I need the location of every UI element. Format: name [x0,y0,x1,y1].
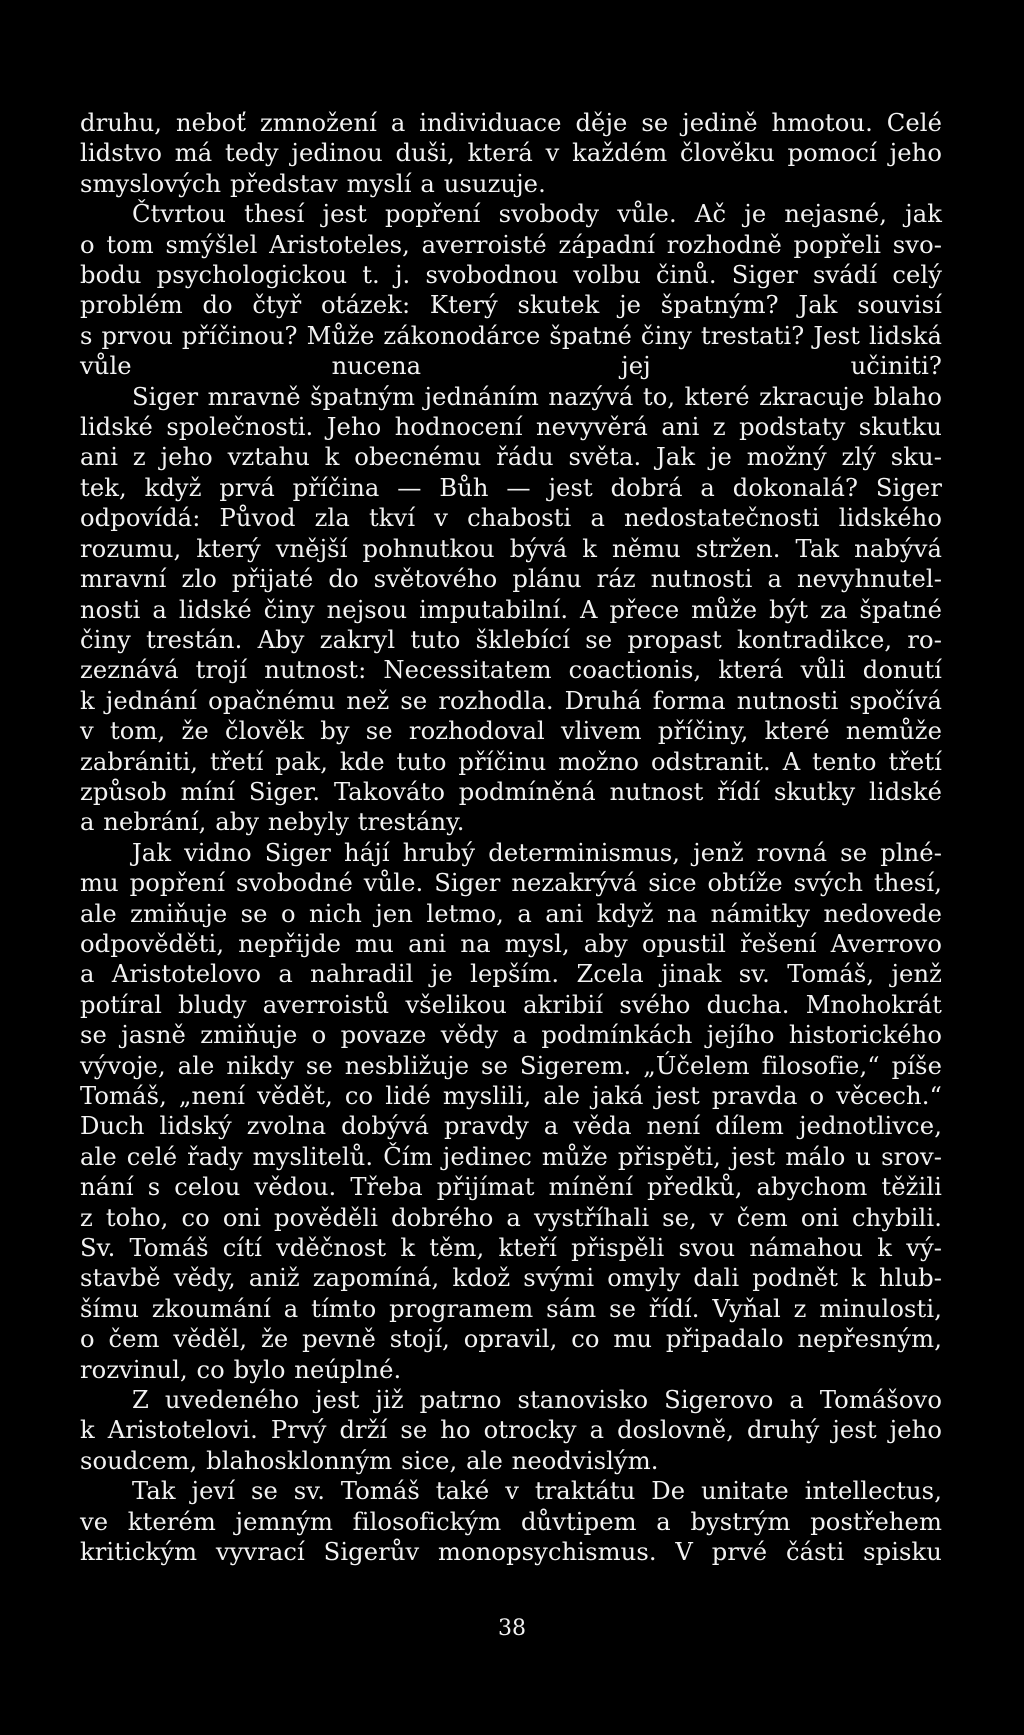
text-line: rozumu, který vnější pohnutkou bývá k němu stržen. Tak nabývá [80,534,942,563]
paragraph [80,838,942,1385]
text-line: ale celé řady myslitelů. Čím jedinec může přispěti, jest málo u srov- [80,1142,942,1171]
text-line: o čem věděl, že pevně stojí, opravil, co mu připadalo nepřesným, [80,1325,942,1354]
text-line: Sv. Tomáš cítí vděčnost k těm, kteří přispěli svou námahou k vý- [80,1234,942,1263]
text-line: činy trestán. Aby zakryl tuto šklebící se propast kontradikce, ro- [80,625,942,654]
text-line: šímu zkoumání a tímto programem sám se řídí. Vyňal z minulosti, [80,1294,942,1323]
text-line: mravní zlo přijaté do světového plánu ráz nutnosti a nevyhnutel- [80,565,942,594]
text-line: se jasně zmiňuje o povaze vědy a podmínkách jejího historického [80,1021,942,1050]
text-line: Čtvrtou thesí jest popření svobody vůle. Ač je nejasné, jak [132,200,942,229]
text-line: potíral bludy averroistů všelikou akribií svého ducha. Mnohokrát [80,990,942,1019]
text-line: lidstvo má tedy jedinou duši, která v každém člověku pomocí jeho [80,139,942,168]
text-line: nosti a lidské činy nejsou imputabilní. A přece může být za špatné [80,595,942,624]
text-line: ani z jeho vztahu k obecnému řádu světa. Jak je možný zlý sku- [80,443,942,472]
page-number: 38 [498,1616,526,1641]
text-line: nání s celou vědou. Třeba přijímat mínění předků, abychom těžili [80,1173,942,1202]
text-line: s prvou příčinou? Může zákonodárce špatné činy trestati? Jest lidská [80,321,942,350]
text-line: Jak vidno Siger hájí hrubý determinismus, jenž rovná se plné- [132,838,942,867]
text-line: mu popření svobodné vůle. Siger nezakrývá sice obtíže svých thesí, [80,869,942,898]
text-line: odpověděti, nepřijde mu ani na mysl, aby opustil řešení Averrovo [80,929,942,958]
text-line: v tom, že člověk by se rozhodoval vlivem příčiny, které nemůže [80,717,942,746]
text-line: a Aristotelovo a nahradil je lepším. Zcela jinak sv. Tomáš, jenž [80,960,942,989]
paragraph [80,382,942,838]
body-text [80,108,942,1568]
text-line: k jednání opačnému než se rozhodla. Druhá forma nutnosti spočívá [80,686,942,715]
text-line: Tak jeví se sv. Tomáš také v traktátu De unitate intellectus, [132,1477,942,1506]
text-line: problém do čtyř otázek: Který skutek je špatným? Jak souvisí [80,291,942,320]
text-line: způsob míní Siger. Takováto podmíněná nutnost řídí skutky lidské [80,777,942,806]
text-line: o tom smýšlel Aristoteles, averroisté západní rozhodně popřeli svo- [80,230,942,259]
text-line: k Aristotelovi. Prvý drží se ho otrocky a doslovně, druhý jest jeho [80,1416,942,1445]
text-line: ale zmiňuje se o nich jen letmo, a ani když na námitky nedovede [80,899,942,928]
paragraph [80,1385,942,1476]
text-line: tek, když prvá příčina — Bůh — jest dobrá a dokonalá? Siger [80,473,942,502]
text-line: kritickým vyvrací Sigerův monopsychismus. V prvé části spisku [80,1538,942,1567]
text-line: rozvinul, co bylo neúplné. [80,1355,402,1384]
text-line: stavbě vědy, aniž zapomíná, kdož svými omyly dali podnět k hlub- [80,1264,942,1293]
text-line: vůle nucena jej učiniti? [80,352,942,381]
text-line: zabrániti, třetí pak, kde tuto příčinu možno odstranit. A tento třetí [80,747,942,776]
text-line: bodu psychologickou t. j. svobodnou volbu činů. Siger svádí celý [80,261,942,290]
text-line: smyslových představ myslí a usuzuje. [80,169,546,198]
text-line: odpovídá: Původ zla tkví v chabosti a nedostatečnosti lidského [80,504,942,533]
paragraph [80,199,942,381]
text-line: druhu, neboť zmnožení a individuace děje se jedině hmotou. Celé [80,109,942,137]
text-line: a nebrání, aby nebyly trestány. [80,808,465,837]
text-line: soudcem, blahosklonným sice, ale neodvislým. [80,1446,659,1475]
text-line: z toho, co oni pověděli dobrého a vystříhali se, v čem oni chybili. [80,1203,942,1232]
text-line: vývoje, ale nikdy se nesbližuje se Sigerem. „Účelem filosofie,“ píše [80,1051,942,1080]
text-line: Duch lidský zvolna dobývá pravdy a věda není dílem jednotlivce, [80,1112,942,1141]
text-line: lidské společnosti. Jeho hodnocení nevyvěrá ani z podstaty skutku [80,413,942,442]
text-line: Z uvedeného jest již patrno stanovisko Sigerovo a Tomášovo [132,1386,942,1415]
text-line: Tomáš, „není vědět, co lidé myslili, ale jaká jest pravda o věcech.“ [80,1082,942,1110]
text-line: Siger mravně špatným jednáním nazývá to, které zkracuje blaho [132,382,942,411]
text-line: ve kterém jemným filosofickým důvtipem a bystrým postřehem [80,1507,942,1536]
paragraph [80,108,942,199]
paragraph [80,1476,942,1567]
text-line: zeznává trojí nutnost: Necessitatem coactionis, která vůli donutí [80,656,942,685]
